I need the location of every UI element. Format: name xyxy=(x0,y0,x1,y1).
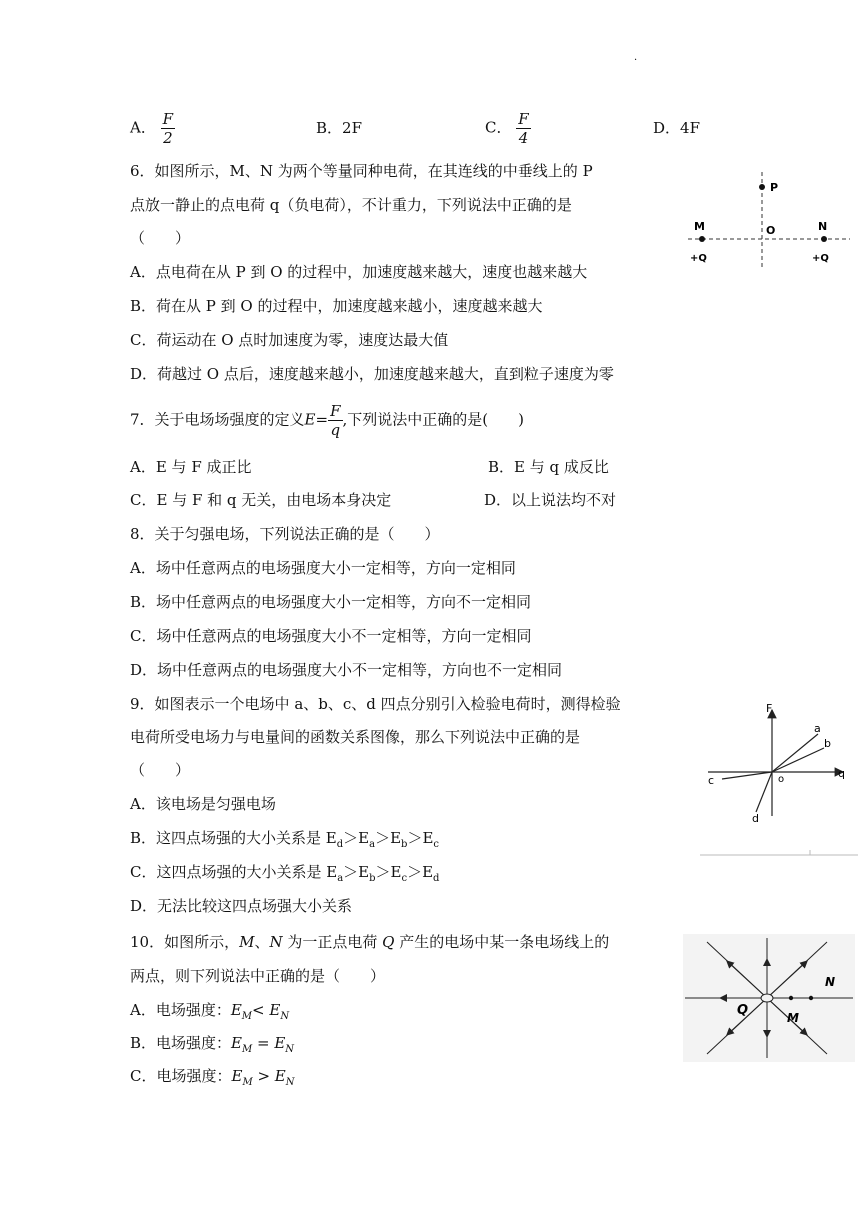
label-f: F xyxy=(766,702,773,715)
q8-option-a: A．场中任意两点的电场强度大小一定相等，方向一定相同 xyxy=(130,559,516,577)
subscript: b xyxy=(369,873,376,884)
symbol-e: E xyxy=(269,1001,281,1019)
label-q: Q xyxy=(737,1003,749,1018)
option-text: 4F xyxy=(680,119,700,137)
subscript: N xyxy=(280,1011,290,1022)
q6-option-d: D．荷越过 O 点后，速度越来越小，加速度越来越大，直到粒子速度为零 xyxy=(130,365,614,383)
line-c xyxy=(722,772,772,779)
option-label: C． xyxy=(485,118,512,137)
denominator: 4 xyxy=(518,129,529,147)
q10-option-c xyxy=(130,1065,295,1087)
denominator: 2 xyxy=(163,129,173,147)
q9-option-a: A．该电场是匀强电场 xyxy=(130,795,276,813)
q6-stem-line2: 点放一静止的点电荷 q（负电荷），不计重力，下列说法中正确的是 xyxy=(130,196,572,214)
symbol-e: E xyxy=(231,1067,243,1085)
q6-option-b: B．荷在从 P 到 O 的过程中，加速度越来越小，速度越来越大 xyxy=(130,297,543,315)
operator: > xyxy=(252,1067,275,1085)
label-d: d xyxy=(752,812,759,825)
fraction xyxy=(161,110,175,147)
symbol-e: E xyxy=(274,1067,286,1085)
q9-option-d: D．无法比较这四点场强大小关系 xyxy=(130,897,353,915)
label-o: o xyxy=(778,774,785,785)
q9-stem-line1: 9．如图表示一个电场中 a、b、c、d 四点分别引入检验电荷时，测得检验 xyxy=(130,695,621,713)
label-c: c xyxy=(708,774,715,787)
numerator: F xyxy=(162,110,174,128)
text: 、 xyxy=(254,933,270,951)
numerator: F xyxy=(518,110,529,128)
label-p: P xyxy=(770,181,779,194)
symbol-e: E xyxy=(274,1034,286,1052)
q6-bracket: （ ） xyxy=(130,229,191,247)
q8-option-c: C．场中任意两点的电场强度大小不一定相等，方向一定相同 xyxy=(130,627,532,645)
line-d xyxy=(756,772,772,812)
label-n: N xyxy=(818,220,828,233)
q7-stem-pre: 7．关于电场场强度的定义 xyxy=(130,410,305,429)
label-q: q xyxy=(838,767,845,780)
q6-option-c: C．荷运动在 O 点时加速度为零，速度达最大值 xyxy=(130,331,449,349)
text: B．电场强度： xyxy=(130,1034,232,1052)
q7-stem-post: ,下列说法中正确的是( ) xyxy=(342,410,524,429)
fraction xyxy=(328,402,342,439)
point-p xyxy=(759,184,765,190)
subscript: c xyxy=(401,873,408,884)
fraction xyxy=(516,110,530,147)
q6-stem-line1: 6．如图所示，M、N 为两个等量同种电荷，在其连线的中垂线上的 P xyxy=(130,162,593,180)
charge-m xyxy=(699,236,705,242)
text: C．电场强度： xyxy=(130,1067,232,1085)
line-b xyxy=(772,748,824,772)
text: C．这四点场强的大小关系是 E xyxy=(130,863,338,881)
point-m xyxy=(789,996,793,1000)
q5-option-d xyxy=(653,117,700,139)
q9-bracket: （ ） xyxy=(130,761,191,779)
q9-option-c xyxy=(130,861,439,883)
subscript: M xyxy=(241,1044,253,1055)
text: 10．如图所示， xyxy=(130,933,240,951)
text: ＞E xyxy=(407,863,434,881)
label-m: M xyxy=(694,220,705,233)
label-n: N xyxy=(825,975,836,989)
option-text: 2F xyxy=(342,119,362,137)
label-b: b xyxy=(824,737,831,750)
operator: < xyxy=(252,1001,270,1019)
text: ＞E xyxy=(375,863,402,881)
q7-stem xyxy=(130,402,524,439)
q9-f-q-graph xyxy=(700,698,858,860)
q5-option-c xyxy=(485,110,531,147)
text: ＞E xyxy=(343,863,370,881)
charge-n xyxy=(821,236,827,242)
q8-option-b: B．场中任意两点的电场强度大小一定相等，方向不一定相同 xyxy=(130,593,532,611)
text: ＞E xyxy=(343,829,370,847)
subscript: N xyxy=(285,1044,295,1055)
text: ＞E xyxy=(407,829,434,847)
option-label: D． xyxy=(653,119,681,137)
q9-option-b xyxy=(130,827,439,849)
subscript: d xyxy=(433,873,440,884)
subscript: a xyxy=(369,839,376,850)
text: 为一正点电荷 xyxy=(282,933,383,951)
q7-option-c: C．E 与 F 和 q 无关，由电场本身决定 xyxy=(130,491,392,509)
q7-option-b: B．E 与 q 成反比 xyxy=(488,458,609,476)
subscript: c xyxy=(433,839,439,850)
text: 产生的电场中某一条电场线上的 xyxy=(394,933,610,951)
q8-stem: 8．关于匀强电场，下列说法正确的是（ ） xyxy=(130,525,440,543)
symbol-e: E xyxy=(230,1001,242,1019)
label-m-charge: +Q xyxy=(690,253,707,264)
line-a xyxy=(772,734,818,772)
text: ＞E xyxy=(375,829,402,847)
q6-option-a: A．点电荷在从 P 到 O 的过程中，加速度越来越大，速度也越来越大 xyxy=(130,263,588,281)
q7-option-d: D．以上说法均不对 xyxy=(484,491,617,509)
q5-option-a xyxy=(130,110,175,147)
label-n-charge: +Q xyxy=(812,253,829,264)
denominator: q xyxy=(330,421,341,439)
symbol-q: Q xyxy=(382,933,395,951)
numerator: F xyxy=(330,402,341,420)
charge-q xyxy=(761,994,773,1002)
q7-option-a: A．E 与 F 成正比 xyxy=(130,458,252,476)
symbol-m: M xyxy=(239,933,255,951)
q10-option-a xyxy=(130,999,289,1021)
q9-stem-line2: 电荷所受电场力与电量间的函数关系图像，那么下列说法中正确的是 xyxy=(130,728,581,746)
equals-sign: = xyxy=(315,410,329,429)
text: A．电场强度： xyxy=(130,1001,231,1019)
subscript: d xyxy=(336,839,344,850)
label-o: O xyxy=(766,224,776,237)
q8-option-d: D．场中任意两点的电场强度大小不一定相等，方向也不一定相同 xyxy=(130,661,563,679)
option-label: A． xyxy=(130,118,156,137)
symbol-e: E xyxy=(304,410,316,429)
option-label: B． xyxy=(316,119,343,137)
symbol-e: E xyxy=(231,1034,242,1052)
subscript: N xyxy=(285,1077,295,1088)
q10-stem-line1 xyxy=(130,931,609,953)
subscript: M xyxy=(241,1011,253,1022)
symbol-n: N xyxy=(269,933,283,951)
point-n xyxy=(809,996,813,1000)
subscript: a xyxy=(337,873,344,884)
q10-stem-line2: 两点，则下列说法中正确的是（ ） xyxy=(130,967,386,985)
q5-option-b xyxy=(316,117,362,139)
q10-field-line-figure xyxy=(683,934,855,1062)
q10-option-b xyxy=(130,1032,294,1054)
text: B．这四点场强的大小关系是 E xyxy=(130,829,337,847)
subscript: M xyxy=(242,1077,253,1088)
label-a: a xyxy=(814,722,821,735)
q6-charge-figure xyxy=(680,168,855,273)
label-m: M xyxy=(787,1011,799,1025)
operator: = xyxy=(252,1034,275,1052)
header-mark: · xyxy=(634,55,638,66)
subscript: b xyxy=(401,839,408,850)
